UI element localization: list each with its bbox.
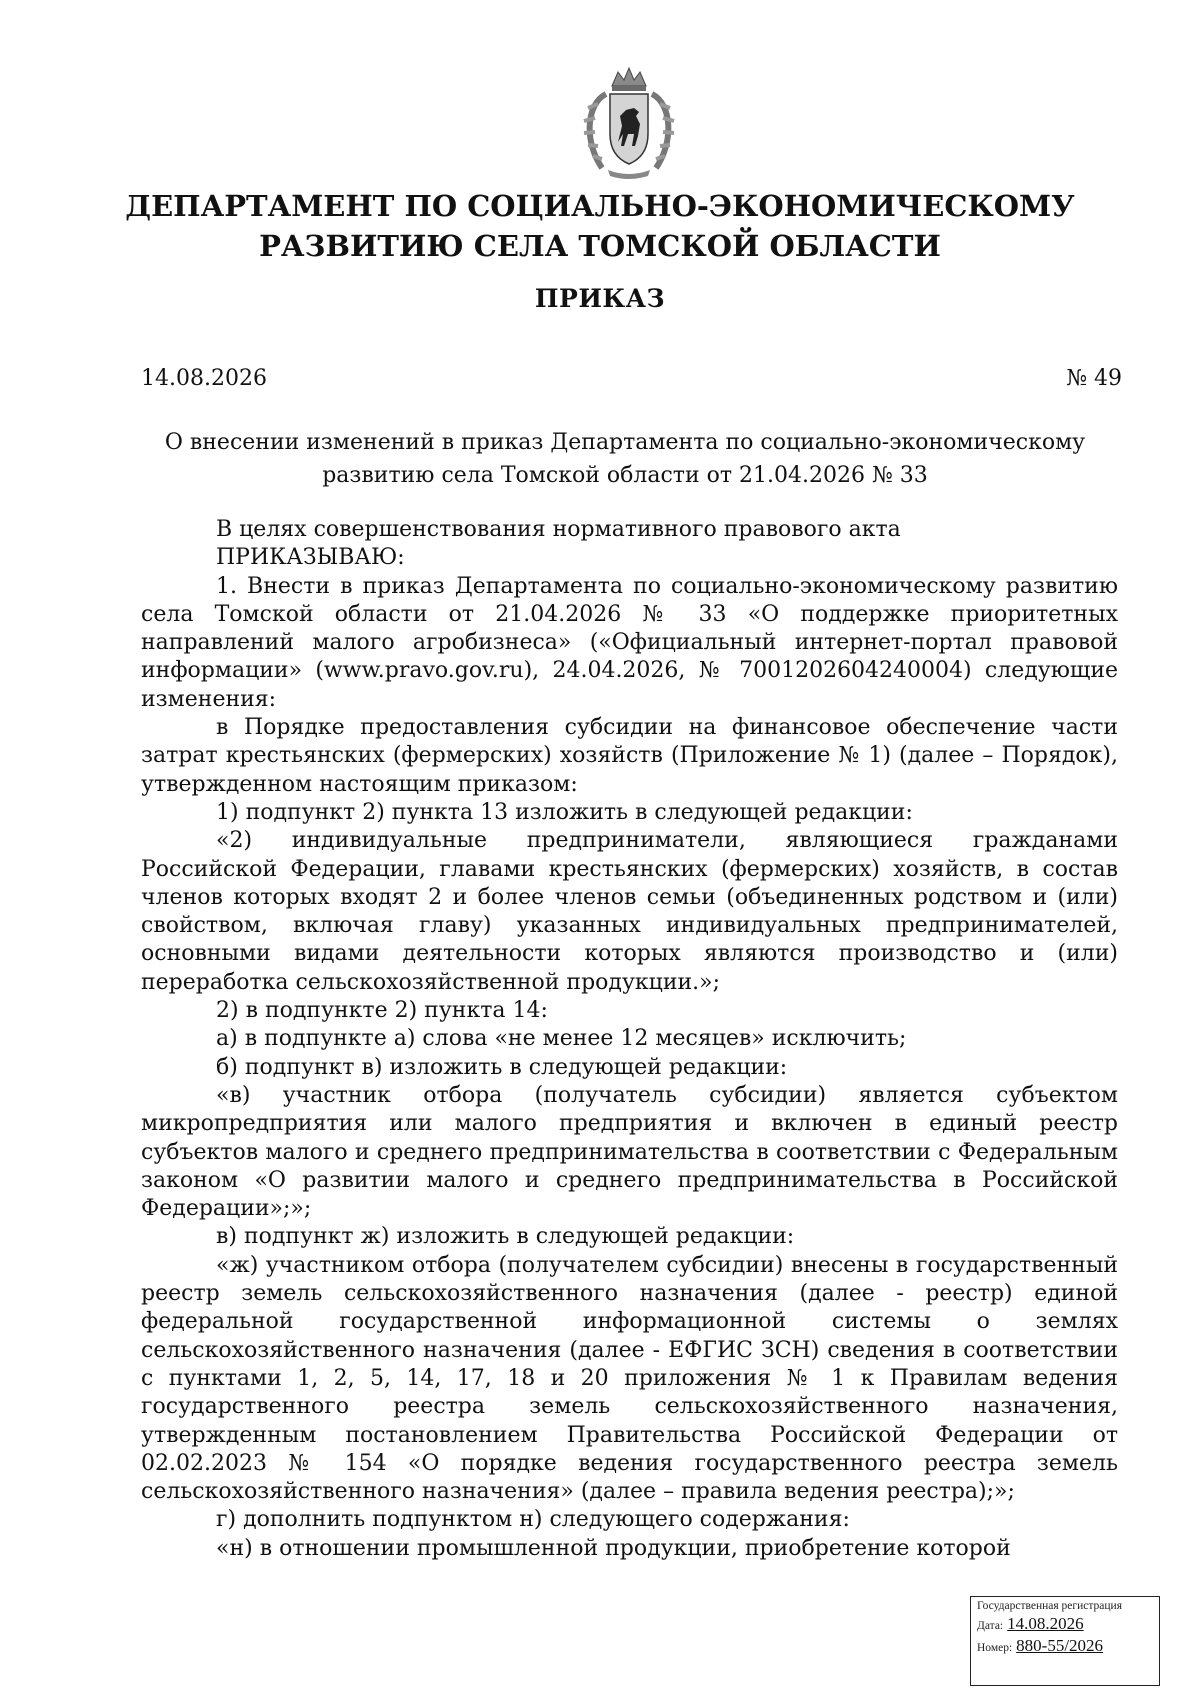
subject-line-1: О внесении изменений в приказ Департамента по социально-экономическому [164,430,1086,455]
stamp-number-value: 880-55/2026 [1016,1636,1104,1655]
stamp-date-row [971,1612,1159,1634]
document-type: ПРИКАЗ [534,284,666,313]
organization-line-2: РАЗВИТИЮ СЕЛА ТОМСКОЙ ОБЛАСТИ [259,229,941,263]
registration-stamp [970,1596,1160,1686]
stamp-title: Государственная регистрация [977,1600,1122,1612]
stamp-date-value: 14.08.2026 [1007,1614,1084,1633]
paragraph: 1. Внести в приказ Департамента по социально-экономическому развитию села Томской области от 21.04.2026 № 33 «О поддержке приоритетных направлений малого агробизнеса» («Официальный интернет-портал правовой информации» (www.pravo.gov.ru), 24.04.2026, № 7001202604240004) следующие изменения: [141,573,1118,712]
organization-line-1: ДЕПАРТАМЕНТ ПО СОЦИАЛЬНО-ЭКОНОМИЧЕСКОМУ [125,189,1075,223]
paragraph: «ж) участником отбора (получателем субсидии) внесены в государственный реестр земель сельскохозяйственного назначения (далее - реестр) единой федеральной государственной информационной системы о землях сельскохозяйственного назначения (далее - ЕФГИС ЗСН) сведения в соответствии с пунктами 1, 2, 5, 14, 17, 18 и 20 приложения № 1 к Правилам ведения государственного реестра земель сельскохозяйственного назначения, утвержденным постановлением Правительства Российской Федерации от 02.02.2023 № 154 «О порядке ведения государственного реестра земель сельскохозяйственного назначения» (далее – правила ведения реестра);»; [141,1252,1118,1505]
organization-name [120,186,1080,266]
document-date: 14.08.2026 [141,366,267,391]
paragraph: а) в подпункте а) слова «не менее 12 месяцев» исключить; [216,1026,907,1052]
paragraph: 1) подпункт 2) пункта 13 изложить в следующей редакции: [216,799,913,825]
stamp-number-label: Номер: [977,1642,1013,1654]
paragraph: «2) индивидуальные предприниматели, являющиеся гражданами Российской Федерации, главами крестьянских (фермерских) хозяйств, в состав членов которых входят 2 и более членов семьи (объединенных родством и (или) свойством, включая главу) указанных индивидуальных предпринимателей, основными видами деятельности которых являются производство и (или) переработка сельскохозяйственной продукции.»; [141,828,1118,995]
document-number: № 49 [1066,366,1122,391]
paragraph: «н) в отношении промышленной продукции, приобретение которой [216,1535,1011,1561]
paragraph: 2) в подпункте 2) пункта 14: [216,998,548,1024]
document-body [141,516,1118,1563]
stamp-number-row [971,1634,1159,1656]
paragraph: ПРИКАЗЫВАЮ: [216,545,405,571]
paragraph: В целях совершенствования нормативного правового акта [216,517,901,542]
paragraph: «в) участник отбора (получатель субсидии) является субъектом микропредприятия или малого предприятия и включен в единый реестр субъектов малого и среднего предпринимательства в соответствии с Федеральным законом «О развитии малого и среднего предпринимательства в Российской Федерации»;»; [141,1082,1118,1222]
paragraph: в) подпункт ж) изложить в следующей редакции: [216,1224,795,1250]
paragraph: в Порядке предоставления субсидии на финансовое обеспечение части затрат крестьянских (фермерских) хозяйств (Приложение № 1) (далее – Порядок), утвержденном настоящим приказом: [141,715,1118,797]
paragraph: б) подпункт в) изложить в следующей редакции: [216,1054,788,1080]
paragraph: г) дополнить подпунктом н) следующего содержания: [216,1507,850,1533]
coat-of-arms-emblem [568,64,690,182]
document-subject [160,426,1090,492]
tomsk-region-coat-of-arms-icon [568,64,690,182]
stamp-date-label: Дата: [977,1620,1004,1632]
subject-line-2: развитию села Томской области от 21.04.2026 № 33 [322,463,928,488]
